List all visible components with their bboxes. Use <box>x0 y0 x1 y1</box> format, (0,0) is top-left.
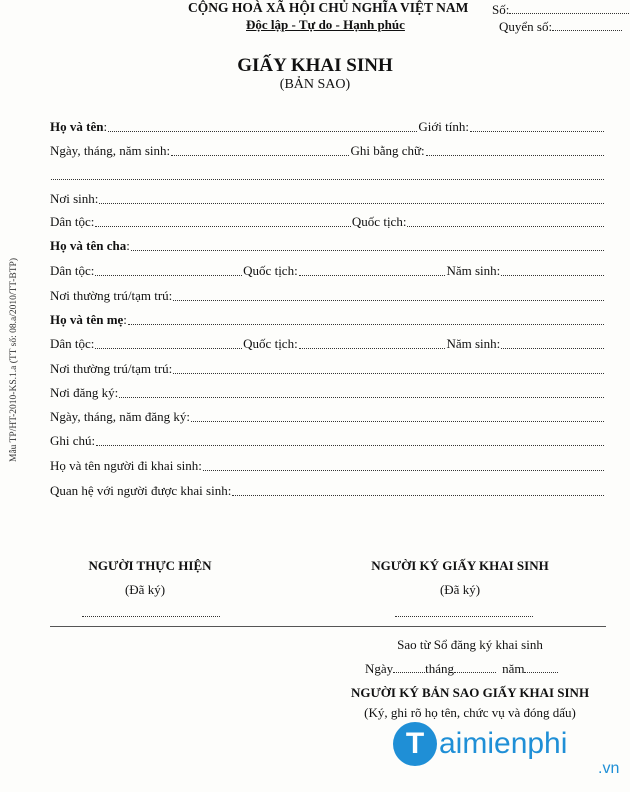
label-father-nationality: Quốc tịch: <box>243 263 298 278</box>
father-birth-year-field <box>501 275 604 276</box>
continuation-field <box>51 179 604 180</box>
registry-place-field <box>119 397 604 398</box>
father-name-field <box>131 250 604 251</box>
executor-signature-line <box>82 616 220 617</box>
copy-signer-title: NGƯỜI KÝ BẢN SAO GIẤY KHAI SINH <box>350 685 590 700</box>
copy-from: Sao từ Sổ đăng ký khai sinh <box>397 637 543 652</box>
father-ethnicity-field <box>95 275 242 276</box>
row-mother-details <box>50 336 605 352</box>
signer-signature-line <box>395 616 533 617</box>
label-registry-date: Ngày, tháng, năm đăng ký: <box>50 409 190 424</box>
book-field <box>499 19 622 35</box>
label-dob: Ngày, tháng, năm sinh: <box>50 143 171 158</box>
label-mother-residence: Nơi thường trú/tạm trú: <box>50 361 173 376</box>
colon: : <box>123 312 127 327</box>
form-code: Mẫu TP/HT-2010-KS.1.a (TT số: 08.a/2010/TT-BTP) <box>9 258 19 462</box>
label-mother-birth-year: Năm sinh: <box>446 336 501 351</box>
row-mother-residence <box>50 361 605 377</box>
row-continuation <box>50 167 605 183</box>
label-father-residence: Nơi thường trú/tạm trú: <box>50 288 173 303</box>
copy-signer-note: (Ký, ghi rõ họ tên, chức vụ và đóng dấu) <box>364 705 576 720</box>
mother-nationality-field <box>299 348 446 349</box>
mother-residence-field <box>173 373 604 374</box>
father-nationality-field <box>299 275 446 276</box>
mother-ethnicity-field <box>95 348 242 349</box>
gender-field <box>470 131 604 132</box>
father-residence-field <box>173 300 604 301</box>
document-title: GIẤY KHAI SINH <box>237 55 393 76</box>
row-ethnicity <box>50 214 605 230</box>
row-mother-name <box>50 312 605 328</box>
number-field <box>492 2 630 18</box>
executor-signed: (Đã ký) <box>124 582 166 597</box>
colon: : <box>126 238 130 253</box>
month-label: tháng <box>425 661 455 676</box>
label-mother-name: Họ và tên mẹ <box>50 312 124 327</box>
label-relationship: Quan hệ với người được khai sinh: <box>50 483 232 498</box>
day-label: Ngày <box>365 661 394 676</box>
label-registry-place: Nơi đăng ký: <box>50 385 119 400</box>
executor-title: NGƯỜI THỰC HIỆN <box>88 558 212 573</box>
document-subtitle: (BẢN SAO) <box>279 77 351 92</box>
book-label: Quyển số: <box>499 19 553 34</box>
label-ethnicity: Dân tộc: <box>50 214 95 229</box>
copy-date <box>365 661 558 677</box>
row-dob <box>50 143 605 159</box>
logo-icon: T <box>393 722 437 766</box>
mother-birth-year-field <box>501 348 604 349</box>
row-notes <box>50 433 605 449</box>
label-notes: Ghi chú: <box>50 433 96 448</box>
declarant-field <box>203 470 604 471</box>
label-father-birth-year: Năm sinh: <box>446 263 501 278</box>
number-label: Số: <box>492 2 510 17</box>
row-registry-date <box>50 409 605 425</box>
row-birthplace <box>50 191 605 207</box>
registry-date-field <box>191 421 604 422</box>
relationship-field <box>232 495 604 496</box>
label-birthplace: Nơi sinh: <box>50 191 99 206</box>
nationality-field <box>407 226 604 227</box>
logo-text: aimienphi <box>439 727 568 760</box>
divider <box>50 626 606 627</box>
label-father-ethnicity: Dân tộc: <box>50 263 95 278</box>
dob-field <box>171 155 349 156</box>
row-registry-place <box>50 385 605 401</box>
row-father-residence <box>50 288 605 304</box>
label-nationality: Quốc tịch: <box>351 214 407 229</box>
signer-title: NGƯỜI KÝ GIẤY KHAI SINH <box>371 558 549 573</box>
motto: Độc lập - Tự do - Hạnh phúc <box>246 17 405 32</box>
label-mother-ethnicity: Dân tộc: <box>50 336 95 351</box>
year-label: năm <box>502 661 525 676</box>
dob-words-field <box>426 155 604 156</box>
logo-domain: .vn <box>598 760 620 777</box>
mother-name-field <box>128 324 604 325</box>
label-dob-words: Ghi bằng chữ: <box>350 143 425 158</box>
label-full-name: Họ và tên <box>50 119 104 134</box>
label-mother-nationality: Quốc tịch: <box>243 336 298 351</box>
full-name-field <box>108 131 417 132</box>
watermark-logo <box>393 722 620 777</box>
ethnicity-field <box>95 226 351 227</box>
row-father-name <box>50 238 605 254</box>
row-relationship <box>50 483 605 499</box>
nation-header: CỘNG HOÀ XÃ HỘI CHỦ NGHĨA VIỆT NAM <box>188 0 469 15</box>
birthplace-field <box>99 203 604 204</box>
row-father-details <box>50 263 605 279</box>
row-declarant <box>50 458 605 474</box>
notes-field <box>96 445 604 446</box>
row-full-name <box>50 119 605 135</box>
label-father-name: Họ và tên cha <box>50 238 127 253</box>
label-gender: Giới tính: <box>418 119 469 134</box>
label-declarant: Họ và tên người đi khai sinh: <box>50 458 202 473</box>
signer-signed: (Đã ký) <box>439 582 481 597</box>
colon: : <box>103 119 108 134</box>
